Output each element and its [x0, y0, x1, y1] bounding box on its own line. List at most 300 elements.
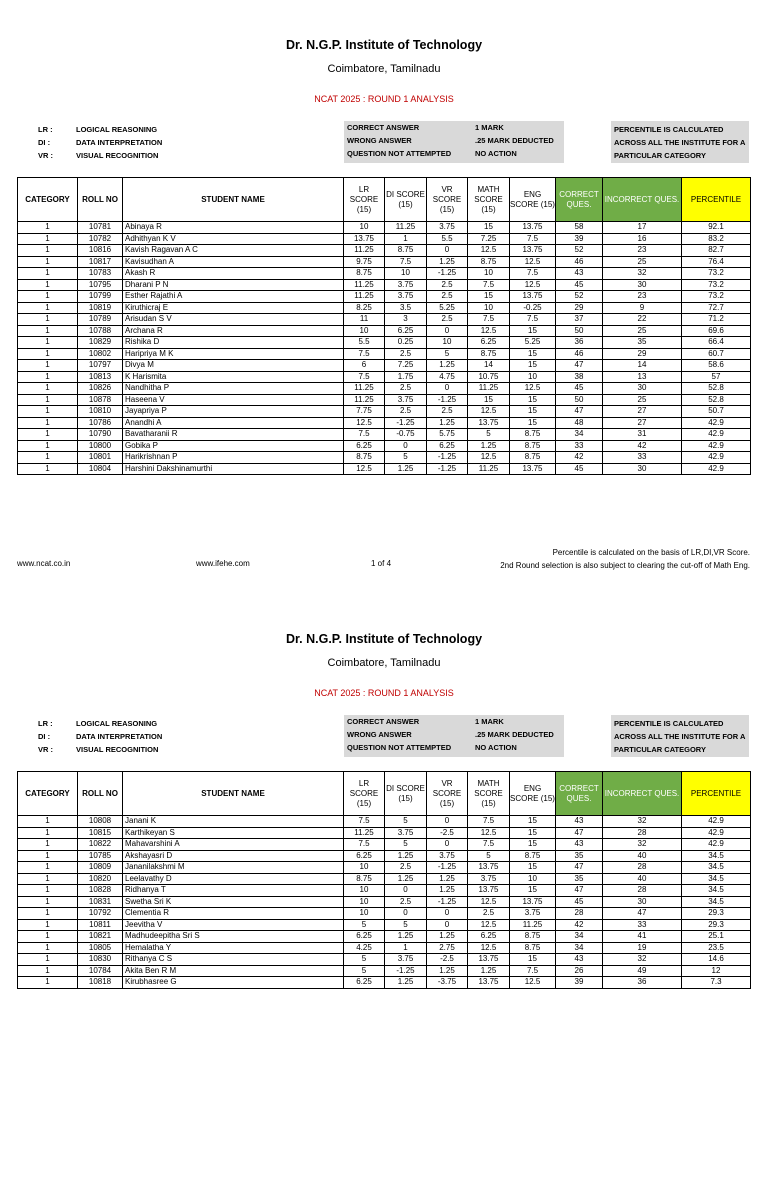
cell-student-name: Haseena V	[123, 394, 344, 406]
cell-correct-count: 43	[556, 816, 603, 828]
cell-lr-score: 8.75	[344, 873, 385, 885]
cell-vr-score: 4.75	[427, 371, 468, 383]
table-row	[18, 279, 751, 291]
cell-math-score: 1.25	[468, 965, 510, 977]
cell-student-name: Bavatharanii R	[123, 429, 344, 441]
cell-vr-score: -2.5	[427, 827, 468, 839]
cell-eng-score: 12.5	[510, 279, 556, 291]
cell-roll-no: 10782	[78, 233, 123, 245]
cell-correct-count: 29	[556, 302, 603, 314]
cell-student-name: Harshini Dakshinamurthi	[123, 463, 344, 475]
cell-eng-score: 7.5	[510, 965, 556, 977]
cell-category: 1	[18, 406, 78, 418]
cell-math-score: 13.75	[468, 885, 510, 897]
footer-link-ncat[interactable]: www.ncat.co.in	[17, 559, 71, 568]
col-header-di: DI SCORE (15)	[385, 772, 427, 816]
legend-row-lr: LR : LOGICAL REASONING	[38, 125, 158, 134]
cell-student-name: Adhithyan K V	[123, 233, 344, 245]
cell-math-score: 12.5	[468, 942, 510, 954]
cell-roll-no: 10792	[78, 908, 123, 920]
cell-correct-count: 36	[556, 337, 603, 349]
cell-lr-score: 5	[344, 919, 385, 931]
table-row	[18, 954, 751, 966]
cell-incorrect-count: 27	[603, 406, 682, 418]
footer-link-ifehe[interactable]: www.ifehe.com	[196, 559, 250, 568]
institute-location: Coimbatore, Tamilnadu	[327, 63, 441, 75]
cell-di-score: 1	[385, 233, 427, 245]
cell-math-score: 1.25	[468, 440, 510, 452]
table-header-row	[18, 772, 751, 816]
cell-vr-score: 1.25	[427, 360, 468, 372]
legend-row-lr: LR : LOGICAL REASONING	[38, 719, 158, 728]
table-row	[18, 256, 751, 268]
cell-eng-score: 15	[510, 348, 556, 360]
cell-incorrect-count: 32	[603, 816, 682, 828]
cell-correct-count: 45	[556, 279, 603, 291]
cell-student-name: Mahavarshini A	[123, 839, 344, 851]
cell-di-score: 3.5	[385, 302, 427, 314]
cell-math-score: 6.25	[468, 337, 510, 349]
col-header-student-name: STUDENT NAME	[123, 772, 344, 816]
cell-di-score: 0.25	[385, 337, 427, 349]
cell-correct-count: 39	[556, 977, 603, 989]
cell-roll-no: 10820	[78, 873, 123, 885]
cell-eng-score: 10	[510, 873, 556, 885]
cell-roll-no: 10801	[78, 452, 123, 464]
cell-roll-no: 10786	[78, 417, 123, 429]
cell-student-name: Kavisudhan A	[123, 256, 344, 268]
cell-eng-score: 13.75	[510, 896, 556, 908]
cell-roll-no: 10789	[78, 314, 123, 326]
cell-di-score: -0.75	[385, 429, 427, 441]
cell-correct-count: 42	[556, 919, 603, 931]
table-row	[18, 268, 751, 280]
cell-incorrect-count: 22	[603, 314, 682, 326]
cell-student-name: Harikrishnan P	[123, 452, 344, 464]
cell-student-name: Anandhi A	[123, 417, 344, 429]
cell-category: 1	[18, 885, 78, 897]
table-row	[18, 873, 751, 885]
marking-row-correct: CORRECT ANSWER 1 MARK	[347, 717, 504, 726]
cell-student-name: Archana R	[123, 325, 344, 337]
cell-category: 1	[18, 827, 78, 839]
cell-di-score: 1.25	[385, 463, 427, 475]
cell-roll-no: 10797	[78, 360, 123, 372]
cell-di-score: 2.5	[385, 406, 427, 418]
cell-percentile: 34.5	[682, 850, 751, 862]
cell-category: 1	[18, 977, 78, 989]
cell-di-score: 2.5	[385, 348, 427, 360]
table-row	[18, 463, 751, 475]
cell-correct-count: 52	[556, 245, 603, 257]
cell-student-name: Madhudeepitha Sri S	[123, 931, 344, 943]
cell-correct-count: 50	[556, 394, 603, 406]
cell-category: 1	[18, 908, 78, 920]
cell-math-score: 12.5	[468, 245, 510, 257]
cell-percentile: 71.2	[682, 314, 751, 326]
results-table	[17, 771, 751, 989]
cell-di-score: 3.75	[385, 954, 427, 966]
cell-math-score: 13.75	[468, 417, 510, 429]
cell-incorrect-count: 25	[603, 256, 682, 268]
cell-lr-score: 7.75	[344, 406, 385, 418]
cell-incorrect-count: 42	[603, 440, 682, 452]
cell-roll-no: 10819	[78, 302, 123, 314]
institute-name: Dr. N.G.P. Institute of Technology	[285, 632, 483, 646]
cell-percentile: 72.7	[682, 302, 751, 314]
table-row	[18, 406, 751, 418]
cell-lr-score: 13.75	[344, 233, 385, 245]
cell-eng-score: 7.5	[510, 268, 556, 280]
cell-roll-no: 10810	[78, 406, 123, 418]
cell-eng-score: 15	[510, 325, 556, 337]
cell-lr-score: 7.5	[344, 371, 385, 383]
analysis-title: NCAT 2025 : ROUND 1 ANALYSIS	[314, 94, 454, 104]
cell-lr-score: 6.25	[344, 931, 385, 943]
cell-vr-score: 1.25	[427, 873, 468, 885]
cell-math-score: 8.75	[468, 256, 510, 268]
cell-eng-score: 8.75	[510, 850, 556, 862]
col-header-roll-no: ROLL NO	[78, 178, 123, 222]
cell-category: 1	[18, 348, 78, 360]
cell-lr-score: 10	[344, 325, 385, 337]
col-header-category: CATEGORY	[18, 772, 78, 816]
cell-lr-score: 7.5	[344, 348, 385, 360]
cell-vr-score: 5.5	[427, 233, 468, 245]
cell-correct-count: 37	[556, 314, 603, 326]
cell-roll-no: 10788	[78, 325, 123, 337]
cell-lr-score: 8.75	[344, 452, 385, 464]
cell-math-score: 15	[468, 291, 510, 303]
table-row	[18, 291, 751, 303]
cell-vr-score: 2.75	[427, 942, 468, 954]
cell-vr-score: 0	[427, 816, 468, 828]
cell-math-score: 7.25	[468, 233, 510, 245]
cell-di-score: 11.25	[385, 222, 427, 234]
table-row	[18, 383, 751, 395]
cell-math-score: 13.75	[468, 862, 510, 874]
cell-lr-score: 7.5	[344, 429, 385, 441]
cell-vr-score: -1.25	[427, 268, 468, 280]
table-row	[18, 394, 751, 406]
cell-category: 1	[18, 394, 78, 406]
cell-percentile: 34.5	[682, 873, 751, 885]
cell-vr-score: -1.25	[427, 862, 468, 874]
cell-category: 1	[18, 417, 78, 429]
cell-student-name: Hemalatha Y	[123, 942, 344, 954]
cell-percentile: 29.3	[682, 919, 751, 931]
cell-math-score: 10.75	[468, 371, 510, 383]
cell-correct-count: 47	[556, 360, 603, 372]
cell-incorrect-count: 27	[603, 417, 682, 429]
cell-student-name: Haripriya M K	[123, 348, 344, 360]
cell-correct-count: 42	[556, 452, 603, 464]
cell-di-score: 1.75	[385, 371, 427, 383]
cell-percentile: 42.9	[682, 417, 751, 429]
cell-incorrect-count: 25	[603, 394, 682, 406]
col-header-eng: ENG SCORE (15)	[510, 178, 556, 222]
cell-lr-score: 12.5	[344, 463, 385, 475]
cell-lr-score: 6	[344, 360, 385, 372]
table-row	[18, 942, 751, 954]
cell-correct-count: 48	[556, 417, 603, 429]
cell-di-score: 0	[385, 885, 427, 897]
cell-student-name: Kiruthicraj E	[123, 302, 344, 314]
cell-math-score: 7.5	[468, 279, 510, 291]
cell-di-score: 3.75	[385, 279, 427, 291]
cell-vr-score: 0	[427, 839, 468, 851]
col-header-math: MATH SCORE (15)	[468, 178, 510, 222]
cell-roll-no: 10821	[78, 931, 123, 943]
cell-category: 1	[18, 931, 78, 943]
marking-row-not-attempted: QUESTION NOT ATTEMPTED NO ACTION	[347, 743, 517, 752]
cell-di-score: 3	[385, 314, 427, 326]
cell-incorrect-count: 30	[603, 463, 682, 475]
cell-category: 1	[18, 862, 78, 874]
cell-percentile: 42.9	[682, 440, 751, 452]
cell-percentile: 29.3	[682, 908, 751, 920]
cell-eng-score: 15	[510, 816, 556, 828]
legend-row-vr: VR : VISUAL RECOGNITION	[38, 151, 159, 160]
cell-incorrect-count: 23	[603, 245, 682, 257]
cell-lr-score: 11.25	[344, 383, 385, 395]
cell-vr-score: 1.25	[427, 931, 468, 943]
cell-math-score: 2.5	[468, 908, 510, 920]
cell-vr-score: -2.5	[427, 954, 468, 966]
cell-category: 1	[18, 816, 78, 828]
cell-vr-score: -3.75	[427, 977, 468, 989]
cell-di-score: 7.25	[385, 360, 427, 372]
col-header-math: MATH SCORE (15)	[468, 772, 510, 816]
cell-category: 1	[18, 429, 78, 441]
cell-percentile: 50.7	[682, 406, 751, 418]
abbreviation-legend	[38, 717, 162, 756]
cell-roll-no: 10878	[78, 394, 123, 406]
cell-vr-score: 5.75	[427, 429, 468, 441]
cell-correct-count: 34	[556, 429, 603, 441]
col-header-percentile: PERCENTILE	[682, 772, 751, 816]
cell-student-name: Jayapriya P	[123, 406, 344, 418]
cell-roll-no: 10781	[78, 222, 123, 234]
cell-percentile: 14.6	[682, 954, 751, 966]
marking-scheme-box	[344, 715, 564, 757]
cell-correct-count: 46	[556, 256, 603, 268]
cell-category: 1	[18, 314, 78, 326]
cell-category: 1	[18, 463, 78, 475]
cell-di-score: -1.25	[385, 965, 427, 977]
institute-name: Dr. N.G.P. Institute of Technology	[285, 38, 483, 52]
cell-math-score: 15	[468, 222, 510, 234]
cell-roll-no: 10817	[78, 256, 123, 268]
cell-eng-score: 15	[510, 360, 556, 372]
results-table	[17, 177, 751, 475]
table-row	[18, 233, 751, 245]
cell-roll-no: 10804	[78, 463, 123, 475]
cell-category: 1	[18, 233, 78, 245]
table-row	[18, 245, 751, 257]
cell-di-score: -1.25	[385, 417, 427, 429]
cell-category: 1	[18, 850, 78, 862]
col-header-lr: LR SCORE (15)	[344, 772, 385, 816]
cell-incorrect-count: 33	[603, 919, 682, 931]
cell-incorrect-count: 23	[603, 291, 682, 303]
cell-incorrect-count: 13	[603, 371, 682, 383]
abbreviation-legend	[38, 123, 162, 162]
table-row	[18, 440, 751, 452]
cell-incorrect-count: 40	[603, 873, 682, 885]
cell-correct-count: 45	[556, 463, 603, 475]
cell-student-name: Janani K	[123, 816, 344, 828]
legend-row-di: DI : DATA INTERPRETATION	[38, 732, 163, 741]
cell-lr-score: 4.25	[344, 942, 385, 954]
table-row	[18, 417, 751, 429]
cell-eng-score: 12.5	[510, 383, 556, 395]
cell-roll-no: 10828	[78, 885, 123, 897]
cell-lr-score: 6.25	[344, 850, 385, 862]
table-row	[18, 862, 751, 874]
cell-math-score: 3.75	[468, 873, 510, 885]
cell-category: 1	[18, 965, 78, 977]
table-row	[18, 885, 751, 897]
cell-lr-score: 10	[344, 896, 385, 908]
cell-student-name: Kirubhasree G	[123, 977, 344, 989]
cell-vr-score: -1.25	[427, 463, 468, 475]
col-header-roll-no: ROLL NO	[78, 772, 123, 816]
cell-math-score: 7.5	[468, 839, 510, 851]
cell-eng-score: 8.75	[510, 942, 556, 954]
cell-vr-score: 0	[427, 908, 468, 920]
cell-vr-score: 2.5	[427, 291, 468, 303]
cell-vr-score: -1.25	[427, 452, 468, 464]
cell-student-name: Nandhitha P	[123, 383, 344, 395]
col-header-di: DI SCORE (15)	[385, 178, 427, 222]
cell-math-score: 12.5	[468, 406, 510, 418]
legend-row-di: DI : DATA INTERPRETATION	[38, 138, 163, 147]
cell-percentile: 12	[682, 965, 751, 977]
cell-correct-count: 46	[556, 348, 603, 360]
cell-eng-score: 13.75	[510, 463, 556, 475]
cell-di-score: 5	[385, 452, 427, 464]
cell-vr-score: 1.25	[427, 885, 468, 897]
table-row	[18, 337, 751, 349]
cell-lr-score: 11	[344, 314, 385, 326]
col-header-vr: VR SCORE (15)	[427, 178, 468, 222]
cell-percentile: 76.4	[682, 256, 751, 268]
cell-vr-score: 2.5	[427, 279, 468, 291]
cell-category: 1	[18, 279, 78, 291]
cell-correct-count: 34	[556, 931, 603, 943]
cell-lr-score: 12.5	[344, 417, 385, 429]
cell-incorrect-count: 40	[603, 850, 682, 862]
cell-correct-count: 45	[556, 383, 603, 395]
cell-correct-count: 47	[556, 406, 603, 418]
cell-lr-score: 11.25	[344, 291, 385, 303]
cell-student-name: K Harismita	[123, 371, 344, 383]
cell-eng-score: 11.25	[510, 919, 556, 931]
cell-student-name: Karthikeyan S	[123, 827, 344, 839]
cell-roll-no: 10805	[78, 942, 123, 954]
cell-incorrect-count: 9	[603, 302, 682, 314]
cell-incorrect-count: 28	[603, 827, 682, 839]
cell-correct-count: 45	[556, 896, 603, 908]
marking-row-correct: CORRECT ANSWER 1 MARK	[347, 123, 504, 132]
cell-di-score: 5	[385, 919, 427, 931]
cell-vr-score: 2.5	[427, 314, 468, 326]
cell-lr-score: 10	[344, 222, 385, 234]
cell-correct-count: 38	[556, 371, 603, 383]
cell-roll-no: 10795	[78, 279, 123, 291]
col-header-lr: LR SCORE (15)	[344, 178, 385, 222]
cell-math-score: 13.75	[468, 977, 510, 989]
cell-di-score: 1.25	[385, 873, 427, 885]
cell-lr-score: 11.25	[344, 394, 385, 406]
cell-percentile: 66.4	[682, 337, 751, 349]
cell-student-name: Dharani P N	[123, 279, 344, 291]
cell-percentile: 92.1	[682, 222, 751, 234]
cell-correct-count: 39	[556, 233, 603, 245]
cell-roll-no: 10816	[78, 245, 123, 257]
cell-eng-score: 15	[510, 885, 556, 897]
col-header-vr: VR SCORE (15)	[427, 772, 468, 816]
table-row	[18, 452, 751, 464]
marking-row-wrong: WRONG ANSWER .25 MARK DEDUCTED	[347, 730, 554, 739]
cell-di-score: 1.25	[385, 850, 427, 862]
cell-correct-count: 47	[556, 827, 603, 839]
cell-di-score: 5	[385, 839, 427, 851]
cell-student-name: Esther Rajathi A	[123, 291, 344, 303]
cell-category: 1	[18, 919, 78, 931]
cell-eng-score: 15	[510, 862, 556, 874]
cell-incorrect-count: 32	[603, 268, 682, 280]
cell-lr-score: 9.75	[344, 256, 385, 268]
cell-di-score: 2.5	[385, 383, 427, 395]
cell-eng-score: 8.75	[510, 440, 556, 452]
cell-vr-score: 0	[427, 919, 468, 931]
table-row	[18, 325, 751, 337]
cell-di-score: 8.75	[385, 245, 427, 257]
cell-student-name: Rithanya C S	[123, 954, 344, 966]
cell-eng-score: 10	[510, 371, 556, 383]
cell-vr-score: -1.25	[427, 896, 468, 908]
page-number: 1 of 4	[371, 559, 392, 568]
percentile-note-box: PERCENTILE IS CALCULATED ACROSS ALL THE INSTITUTE FOR A PARTICULAR CATEGORY	[611, 715, 749, 757]
cell-vr-score: -1.25	[427, 394, 468, 406]
cell-lr-score: 11.25	[344, 279, 385, 291]
cell-incorrect-count: 17	[603, 222, 682, 234]
cell-correct-count: 26	[556, 965, 603, 977]
cell-roll-no: 10783	[78, 268, 123, 280]
cell-category: 1	[18, 337, 78, 349]
table-row	[18, 371, 751, 383]
cell-incorrect-count: 47	[603, 908, 682, 920]
cell-correct-count: 33	[556, 440, 603, 452]
cell-incorrect-count: 41	[603, 931, 682, 943]
cell-math-score: 11.25	[468, 463, 510, 475]
cell-math-score: 15	[468, 394, 510, 406]
table-row	[18, 816, 751, 828]
cell-incorrect-count: 49	[603, 965, 682, 977]
cell-incorrect-count: 28	[603, 885, 682, 897]
cell-correct-count: 43	[556, 839, 603, 851]
cell-eng-score: 8.75	[510, 429, 556, 441]
cell-math-score: 6.25	[468, 931, 510, 943]
cell-incorrect-count: 30	[603, 383, 682, 395]
cell-vr-score: 0	[427, 325, 468, 337]
cell-roll-no: 10809	[78, 862, 123, 874]
table-row	[18, 348, 751, 360]
cell-category: 1	[18, 268, 78, 280]
cell-roll-no: 10800	[78, 440, 123, 452]
